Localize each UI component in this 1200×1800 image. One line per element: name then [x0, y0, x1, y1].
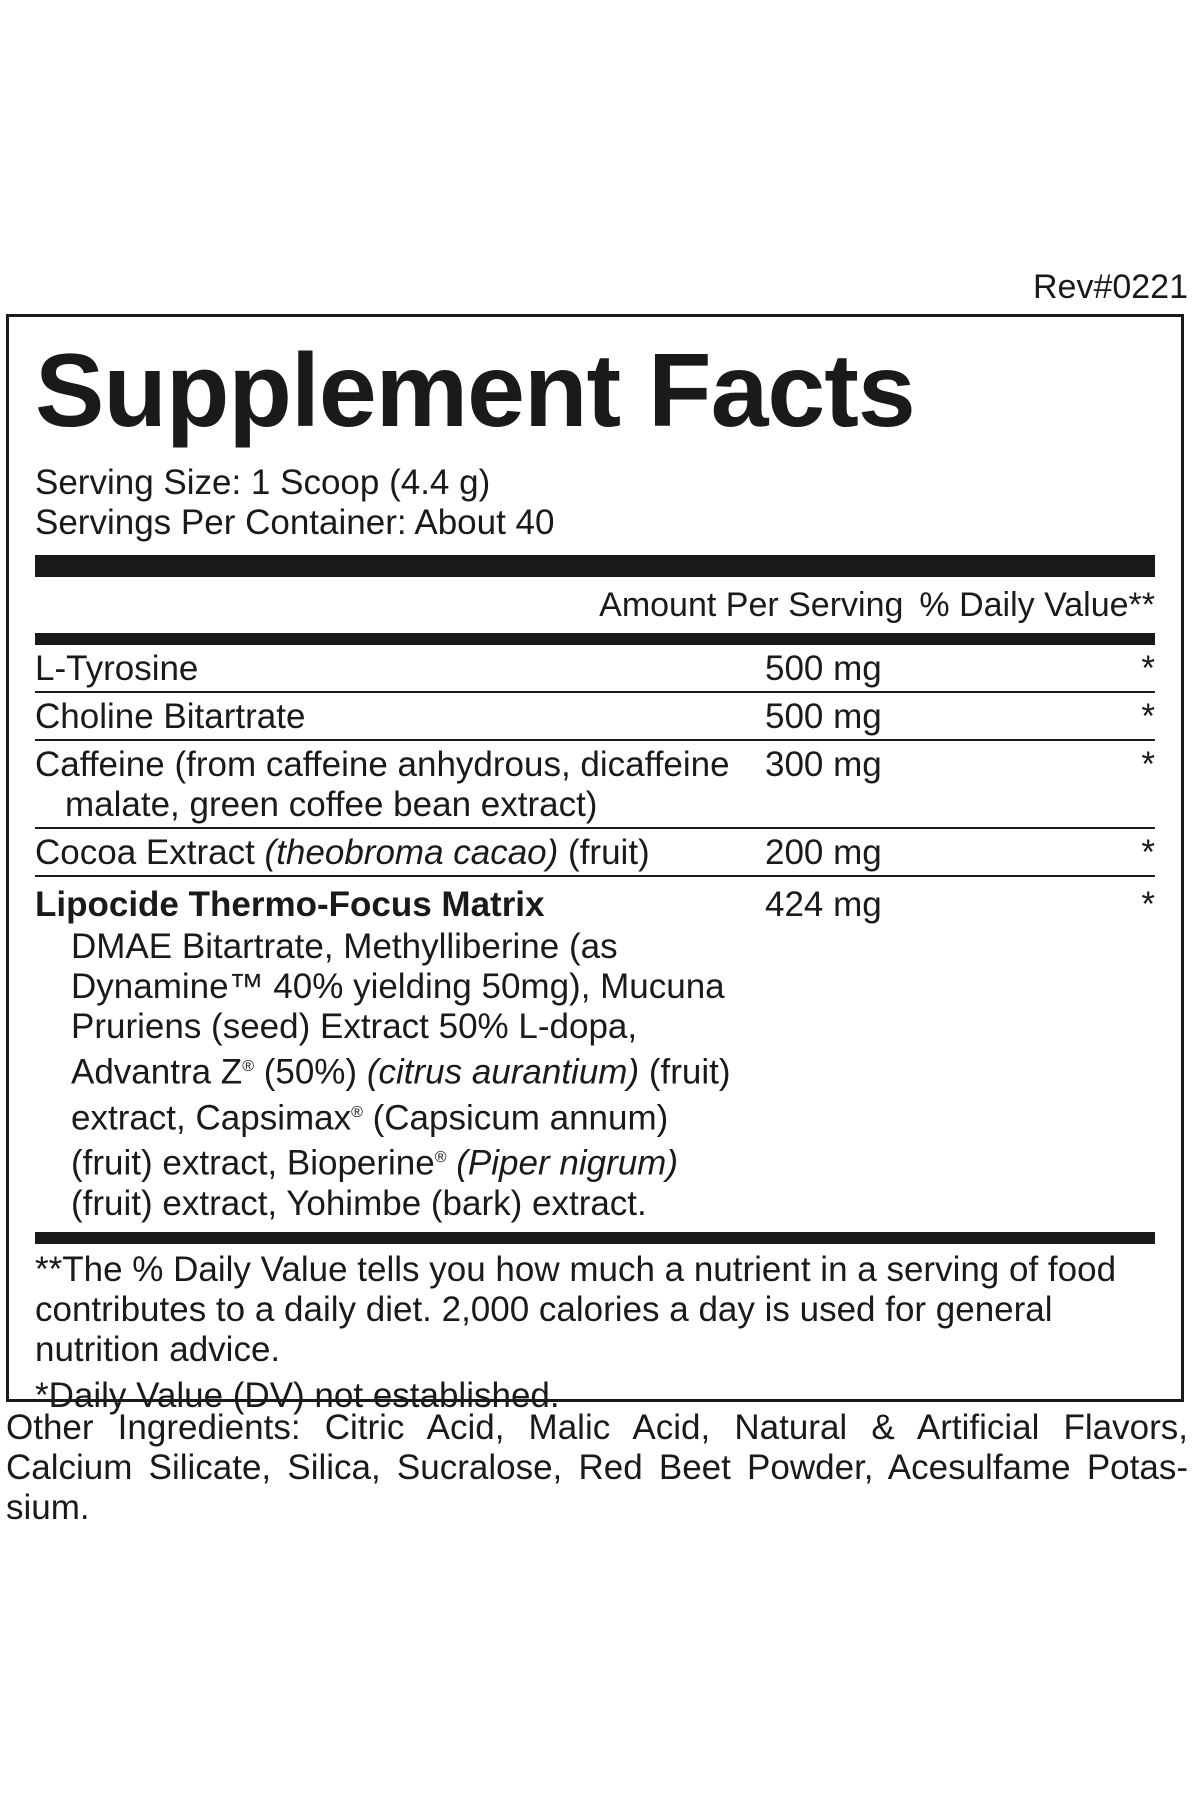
nutrient-dv: *	[1141, 833, 1155, 872]
dv-not-established-note: *Daily Value (DV) not established.	[35, 1375, 560, 1415]
matrix-line	[71, 1093, 791, 1139]
nutrient-row	[35, 741, 1155, 829]
italic-part: (Piper nigrum)	[446, 1143, 678, 1183]
nutrient-row	[35, 829, 1155, 877]
nutrient-dv: *	[1141, 649, 1155, 688]
amount-header: Amount Per Serving	[599, 586, 904, 624]
text-part: Advantra Z	[71, 1052, 243, 1092]
text-part: (Capsicum annum)	[362, 1098, 669, 1138]
matrix-name: Lipocide Thermo-Focus Matrix	[35, 885, 545, 924]
nutrient-row	[35, 645, 1155, 693]
revision-code: Rev#0221	[1032, 268, 1188, 306]
registered-mark: ®	[351, 1103, 363, 1121]
other-ingredients: Other Ingredients: Citric Acid, Malic Acid, Natural & Artificial Flavors, Calcium Silicate, Silica, Sucralose, Red Beet Powder, Acesulfame Potas-sium.	[6, 1408, 1188, 1527]
column-header	[35, 577, 1155, 625]
nutrient-amount: 300 mg	[765, 745, 882, 784]
footer-divider	[35, 1232, 1155, 1244]
nutrient-amount: 500 mg	[765, 649, 882, 688]
nutrient-name: Choline Bitartrate	[35, 697, 306, 736]
registered-mark: ®	[434, 1149, 447, 1167]
panel-title: Supplement Facts	[35, 333, 915, 449]
nutrient-name-line2: malate, green coffee bean extract)	[65, 785, 598, 824]
text-part: extract, Capsimax	[71, 1098, 352, 1138]
nutrient-name	[35, 833, 765, 873]
italic-part: (citrus aurantium)	[366, 1052, 640, 1092]
text-part: (50%)	[254, 1052, 367, 1092]
matrix-line: DMAE Bitartrate, Methylliberine (as	[71, 927, 618, 966]
daily-value-header: % Daily Value**	[919, 586, 1155, 624]
nutrient-amount: 200 mg	[765, 833, 882, 872]
nutrient-dv: *	[1141, 697, 1155, 736]
matrix-line	[71, 1047, 791, 1093]
matrix-ingredients	[35, 927, 791, 1224]
nutrient-name: L-Tyrosine	[35, 649, 199, 688]
matrix-line	[71, 1138, 791, 1184]
matrix-row	[35, 877, 1155, 927]
name-part: Cocoa Extract	[35, 833, 265, 872]
nutrient-name-line1: Caffeine (from caffeine anhydrous, dicaffeine	[35, 745, 730, 784]
text-part: (fruit)	[639, 1052, 731, 1092]
nutrient-amount: 500 mg	[765, 697, 882, 736]
nutrient-dv: *	[1141, 745, 1155, 784]
matrix-line: Pruriens (seed) Extract 50% L-dopa,	[71, 1007, 638, 1046]
daily-value-footnote: **The % Daily Value tells you how much a nutrient in a serving of food contributes to a daily diet. 2,000 calories a day is used for general nutrition advice.	[35, 1249, 1117, 1369]
matrix-line: Dynamine™ 40% yielding 50mg), Mucuna	[71, 967, 725, 1006]
medium-divider	[35, 633, 1155, 645]
matrix-dv: *	[1141, 885, 1155, 924]
matrix-line: (fruit) extract, Yohimbe (bark) extract.	[71, 1183, 647, 1223]
thick-divider	[35, 555, 1155, 577]
supplement-facts-panel	[6, 314, 1184, 1415]
nutrient-row	[35, 693, 1155, 741]
matrix-amount: 424 mg	[765, 885, 882, 924]
name-italic-part: (theobroma cacao)	[264, 833, 559, 872]
serving-size: Serving Size: 1 Scoop (4.4 g)	[35, 463, 491, 502]
nutrient-name	[35, 745, 765, 825]
text-part: (fruit) extract, Bioperine	[71, 1143, 435, 1183]
name-part: (fruit)	[558, 833, 650, 872]
registered-mark: ®	[242, 1058, 254, 1075]
servings-per-container: Servings Per Container: About 40	[35, 503, 555, 542]
